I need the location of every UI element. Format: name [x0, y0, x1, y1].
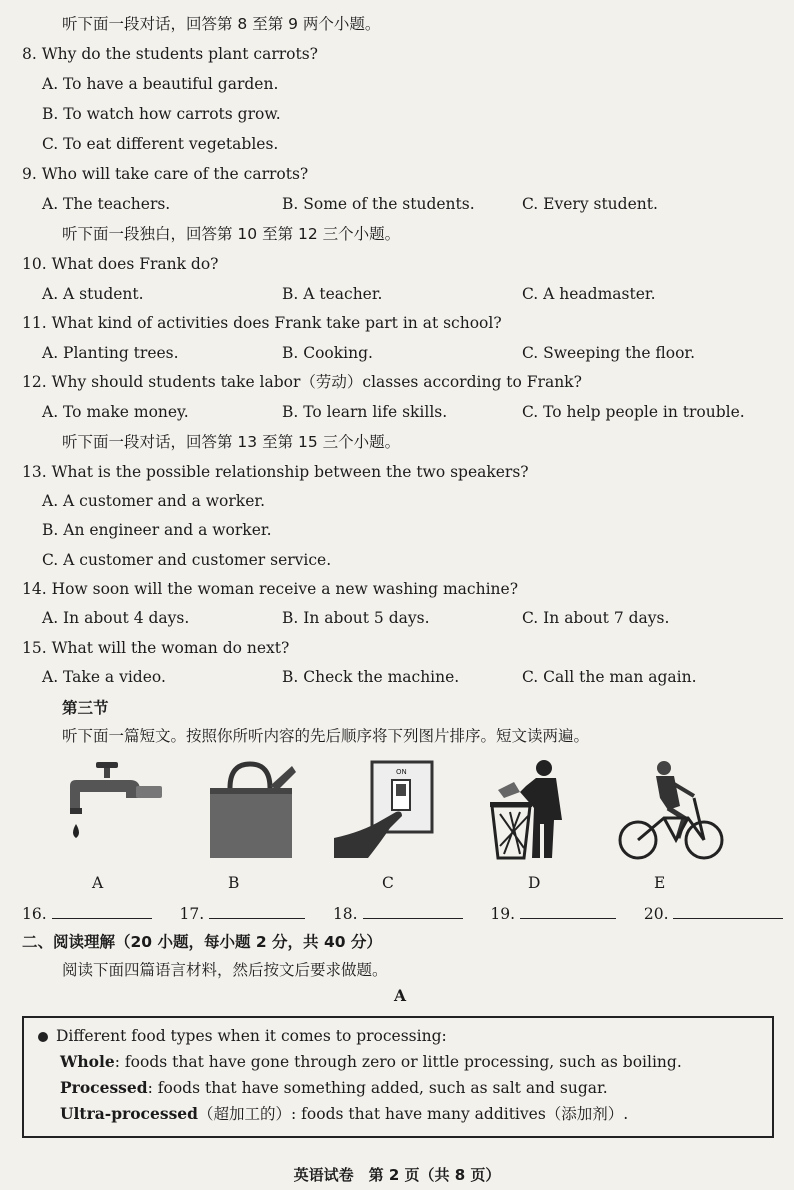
answer-blank-16[interactable] [52, 902, 152, 919]
question-11-option-c: C. Sweeping the floor. [522, 344, 696, 362]
question-14-option-c: C. In about 7 days. [522, 609, 670, 627]
question-10-stem: 10. What does Frank do? [22, 255, 219, 273]
answer-blanks [22, 902, 783, 923]
question-13-option-a: A. A customer and a worker. [42, 492, 266, 510]
passage-whole-line [60, 1052, 682, 1072]
definition-whole: : foods that have gone through zero or little processing, such as boiling. [114, 1053, 682, 1071]
question-9-option-a: A. The teachers. [42, 195, 171, 213]
question-11-option-b: B. Cooking. [282, 344, 373, 362]
picture-label-c: C [382, 874, 394, 892]
question-12-option-b: B. To learn life skills. [282, 403, 448, 421]
question-10-option-c: C. A headmaster. [522, 285, 656, 303]
question-14-option-b: B. In about 5 days. [282, 609, 430, 627]
term-whole: Whole [60, 1052, 115, 1071]
shopping-bag-icon [200, 758, 310, 863]
listening-instruction-10-12: 听下面一段独白，回答第 10 至第 12 三个小题。 [62, 225, 401, 243]
picture-label-d: D [528, 874, 541, 892]
question-15-option-b: B. Check the machine. [282, 668, 460, 686]
question-10-option-b: B. A teacher. [282, 285, 383, 303]
question-9-stem: 9. Who will take care of the carrots? [22, 165, 309, 183]
passage-heading-text: Different food types when it comes to processing: [56, 1027, 447, 1045]
picture-label-b: B [228, 874, 240, 892]
passage-box-heading [38, 1026, 447, 1046]
question-8-option-c: C. To eat different vegetables. [42, 135, 279, 153]
blank-label-18: 18. [332, 905, 358, 923]
question-12-option-c: C. To help people in trouble. [522, 403, 745, 421]
trash-bin-icon [490, 758, 600, 863]
question-12-option-a: A. To make money. [42, 403, 189, 421]
section-3-title: 第三节 [62, 699, 109, 717]
answer-blank-19[interactable] [520, 902, 616, 919]
bicycle-icon [618, 758, 728, 863]
blank-label-16: 16. [22, 905, 47, 923]
picture-label-a: A [92, 874, 104, 892]
answer-blank-20[interactable] [673, 902, 783, 919]
listening-instruction-13-15: 听下面一段对话，回答第 13 至第 15 三个小题。 [62, 433, 401, 451]
blank-label-20: 20. [643, 905, 669, 923]
passage-label: A [394, 986, 407, 1005]
question-11-option-a: A. Planting trees. [42, 344, 179, 362]
question-15-option-c: C. Call the man again. [522, 668, 697, 686]
light-switch-icon [332, 758, 442, 863]
definition-processed: : foods that have something added, such as salt and sugar. [147, 1079, 608, 1097]
question-15-stem: 15. What will the woman do next? [22, 639, 290, 657]
answer-blank-18[interactable] [363, 902, 463, 919]
picture-label-e: E [654, 874, 666, 892]
section-3-instruction: 听下面一篇短文。按照你所听内容的先后顺序将下列图片排序。短文读两遍。 [62, 727, 590, 745]
question-8-stem: 8. Why do the students plant carrots? [22, 45, 318, 63]
blank-label-17: 17. [179, 905, 205, 923]
question-15-option-a: A. Take a video. [42, 668, 166, 686]
question-12-stem: 12. Why should students take labor（劳动）classes according to Frank? [22, 373, 582, 391]
question-14-stem: 14. How soon will the woman receive a new washing machine? [22, 580, 518, 598]
question-8-option-a: A. To have a beautiful garden. [42, 75, 279, 93]
part-2-title: 二、阅读理解（20 小题，每小题 2 分，共 40 分） [22, 933, 382, 951]
question-8-option-b: B. To watch how carrots grow. [42, 105, 281, 123]
definition-ultra-processed: （超加工的）: foods that have many additives（添加剂）. [198, 1105, 629, 1123]
listening-pictures [40, 758, 740, 868]
answer-blank-17[interactable] [209, 902, 305, 919]
term-ultra-processed: Ultra-processed [60, 1104, 199, 1123]
term-processed: Processed [60, 1078, 148, 1097]
listening-instruction-8-9: 听下面一段对话，回答第 8 至第 9 两个小题。 [62, 15, 381, 33]
question-13-option-b: B. An engineer and a worker. [42, 521, 272, 539]
passage-ultra-line [60, 1104, 628, 1124]
question-11-stem: 11. What kind of activities does Frank take part in at school? [22, 314, 502, 332]
question-14-option-a: A. In about 4 days. [42, 609, 190, 627]
page-footer: 英语试卷 第 2 页（共 8 页） [293, 1166, 501, 1184]
question-10-option-a: A. A student. [42, 285, 144, 303]
blank-label-19: 19. [490, 905, 516, 923]
question-13-stem: 13. What is the possible relationship between the two speakers? [22, 463, 529, 481]
question-13-option-c: C. A customer and customer service. [42, 551, 332, 569]
passage-a-box [22, 1016, 774, 1138]
part-2-instruction: 阅读下面四篇语言材料，然后按文后要求做题。 [62, 961, 388, 979]
question-9-option-c: C. Every student. [522, 195, 658, 213]
svg-text:ON: ON [396, 768, 407, 776]
faucet-icon [60, 758, 170, 863]
question-9-option-b: B. Some of the students. [282, 195, 475, 213]
passage-processed-line [60, 1078, 608, 1098]
bullet-icon [38, 1032, 48, 1042]
